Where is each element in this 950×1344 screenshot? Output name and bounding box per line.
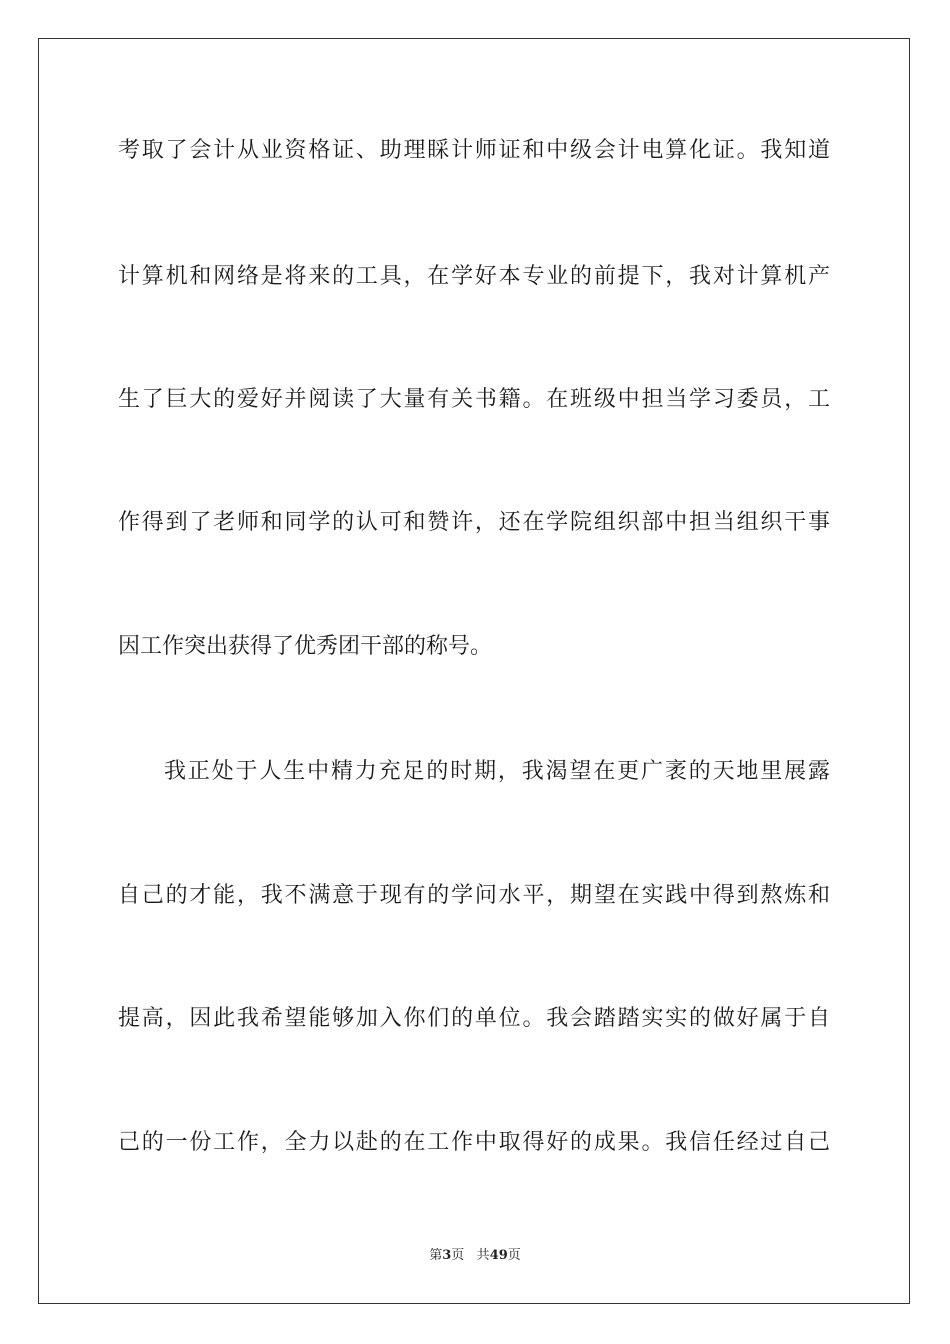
page-footer <box>0 1247 950 1265</box>
text-line: 生了巨大的爱好并阅读了大量有关书籍。在班级中担当学习委员，工 <box>118 387 830 412</box>
total-suffix: 页 <box>507 1248 521 1263</box>
total-prefix: 共 <box>476 1248 490 1263</box>
text-line: 自己的才能，我不满意于现有的学问水平，期望在实践中得到熬炼和 <box>118 883 830 908</box>
text-line: 因工作突出获得了优秀团干部的称号。 <box>118 634 493 659</box>
paragraph-first-line: 我正处于人生中精力充足的时期，我渴望在更广袤的天地里展露 <box>164 759 830 784</box>
text-line: 己的一份工作，全力以赴的在工作中取得好的成果。我信任经过自己 <box>118 1130 830 1155</box>
total-pages: 49 <box>489 1248 508 1263</box>
text-line: 提高，因此我希望能够加入你们的单位。我会踏踏实实的做好属于自 <box>118 1006 830 1031</box>
page-number: 3 <box>442 1248 452 1263</box>
page-suffix: 页 <box>451 1248 465 1263</box>
text-line: 作得到了老师和同学的认可和赞许，还在学院组织部中担当组织干事 <box>118 510 830 535</box>
text-line: 计算机和网络是将来的工具，在学好本专业的前提下，我对计算机产 <box>118 264 830 289</box>
page-prefix: 第 <box>429 1248 443 1263</box>
text-line: 考取了会计从业资格证、助理睬计师证和中级会计电算化证。我知道 <box>118 138 830 163</box>
page-border <box>38 38 910 1304</box>
